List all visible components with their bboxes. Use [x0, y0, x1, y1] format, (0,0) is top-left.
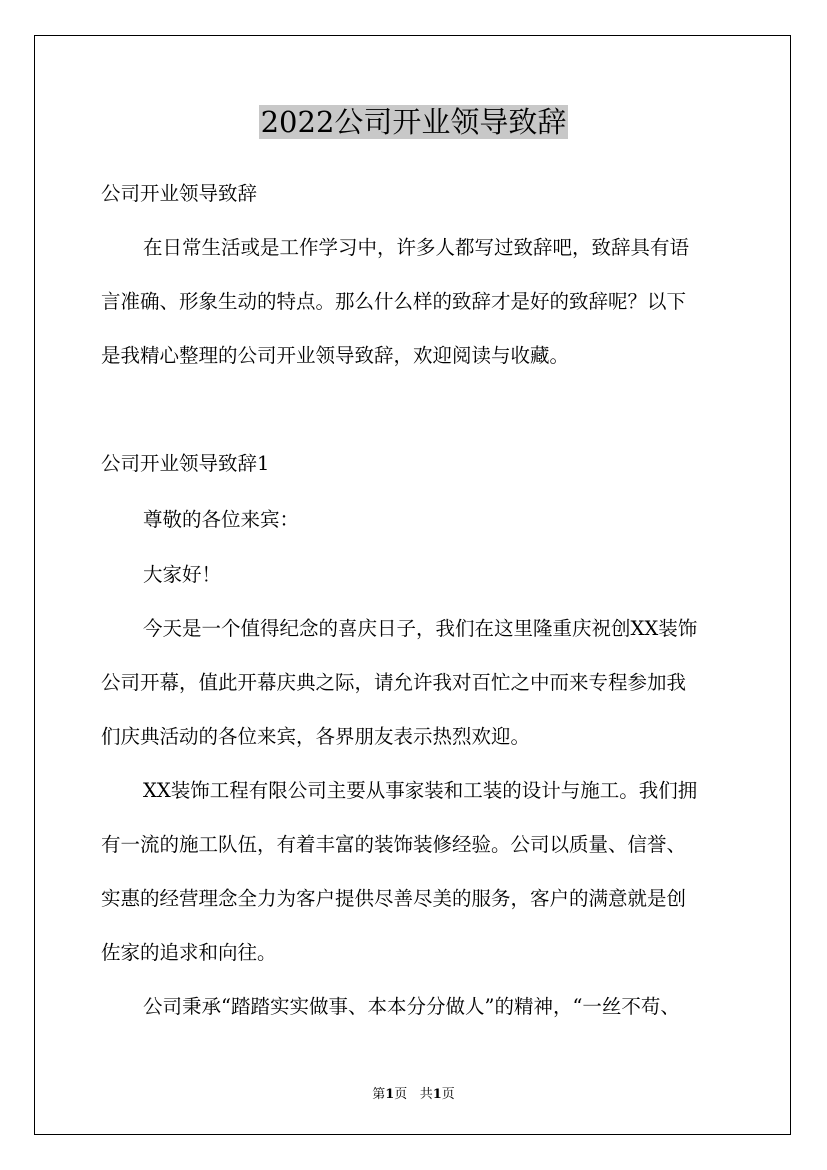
document-title: 2022公司开业领导致辞: [260, 105, 567, 139]
subtitle-line: 公司开业领导致辞: [101, 182, 258, 205]
paragraph-line: 在日常生活或是工作学习中，许多人都写过致辞吧，致辞具有语: [143, 236, 690, 259]
section-heading: 公司开业领导致辞1: [101, 452, 270, 475]
greeting-line: 大家好！: [143, 563, 222, 586]
page-prefix: 第: [372, 1087, 386, 1102]
page-number: 1: [385, 1087, 395, 1102]
paragraph-line: 公司秉承“踏踏实实做事、本本分分做人”的精神，“一丝不苟、: [143, 995, 680, 1018]
salutation-line: 尊敬的各位来宾：: [143, 508, 300, 531]
total-suffix: 页: [441, 1087, 455, 1102]
paragraph-line: XX装饰工程有限公司主要从事家装和工装的设计与施工。我们拥: [143, 779, 698, 802]
paragraph-line: 言准确、形象生动的特点。那么什么样的致辞才是好的致辞呢？以下: [101, 290, 687, 313]
total-number: 1: [432, 1087, 442, 1102]
paragraph-line: 有一流的施工队伍，有着丰富的装饰装修经验。公司以质量、信誉、: [101, 833, 687, 856]
paragraph-line: 佐家的追求和向往。: [101, 941, 277, 964]
paragraph-line: 公司开幕，值此开幕庆典之际，请允许我对百忙之中而来专程参加我: [101, 671, 687, 694]
total-prefix: 共: [419, 1087, 433, 1102]
paragraph-line: 今天是一个值得纪念的喜庆日子，我们在这里隆重庆祝创XX装饰: [143, 617, 698, 640]
paragraph-line: 实惠的经营理念全力为客户提供尽善尽美的服务，客户的满意就是创: [101, 887, 687, 910]
page-footer: [0, 1083, 827, 1102]
paragraph-line: 们庆典活动的各位来宾，各界朋友表示热烈欢迎。: [101, 725, 531, 748]
paragraph-line: 是我精心整理的公司开业领导致辞，欢迎阅读与收藏。: [101, 344, 570, 367]
page-suffix: 页: [394, 1087, 408, 1102]
